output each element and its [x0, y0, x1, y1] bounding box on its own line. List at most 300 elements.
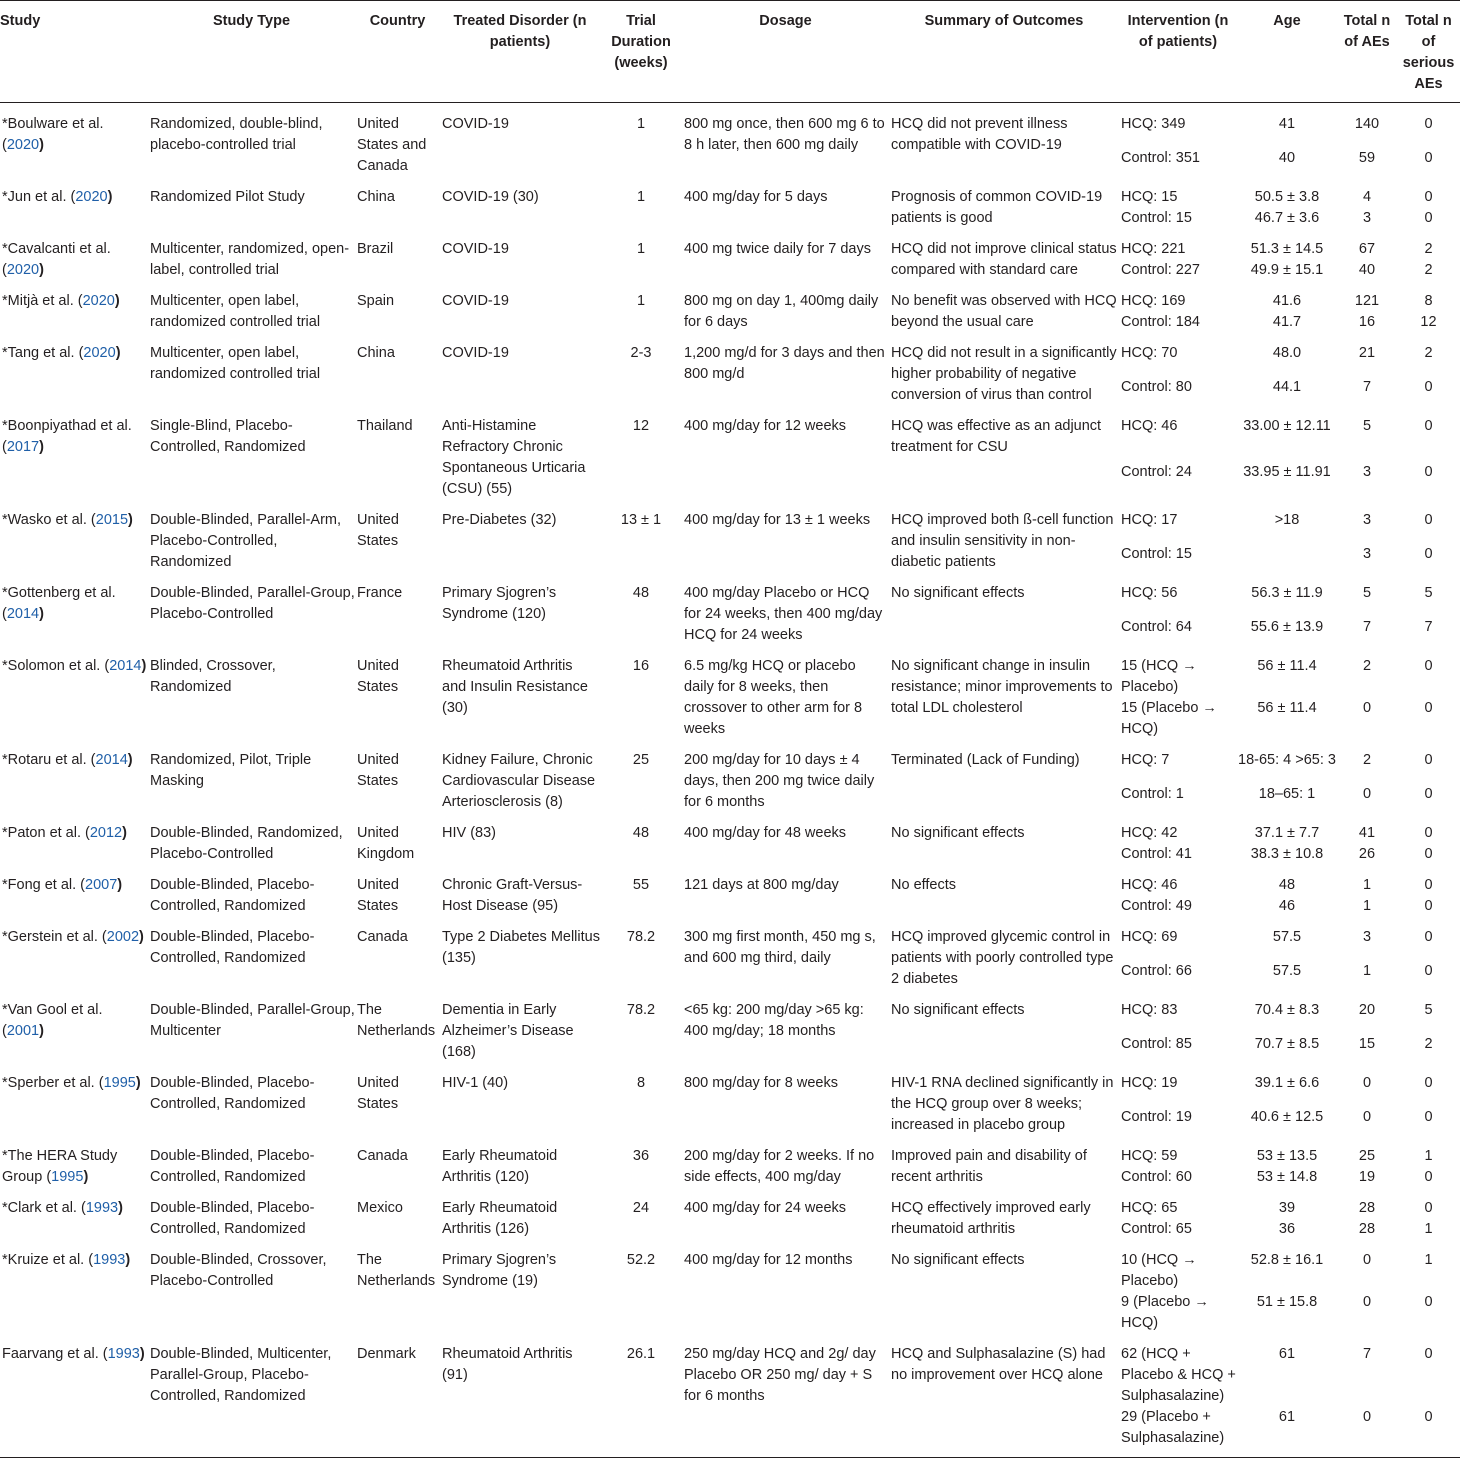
study-year-link[interactable]: 2020: [82, 293, 115, 309]
total-serious-aes-cell: 0: [1424, 210, 1433, 226]
country-cell: United States: [357, 512, 399, 549]
duration-cell: 2-3: [630, 345, 652, 361]
table-body: [0, 103, 1460, 1458]
intervention-cell: Control: 24: [1121, 464, 1192, 481]
study-type-cell: Randomized Pilot Study: [150, 189, 305, 205]
study-year-link[interactable]: 2020: [83, 345, 116, 361]
intervention-cell: 15 (HCQ → Placebo): [1121, 658, 1197, 695]
total-aes-cell: 21: [1358, 345, 1376, 361]
total-serious-aes-cell: 0: [1424, 418, 1433, 434]
dosage-cell: 300 mg first month, 450 mg s, and 600 mg third, daily: [684, 929, 876, 966]
study-type-cell: Double-Blinded, Parallel-Group, Placebo-Controlled: [150, 585, 355, 622]
study-author: Faarvang et al. (: [2, 1346, 108, 1362]
disorder-cell: COVID-19: [442, 241, 509, 257]
intervention-cell: HCQ: 70: [1121, 345, 1178, 361]
total-aes-cell: 0: [1362, 1252, 1372, 1268]
intervention-cell: Control: 15: [1121, 545, 1192, 562]
intervention-cell: HCQ: 59: [1121, 1148, 1178, 1164]
total-serious-aes-cell: 0: [1424, 962, 1433, 979]
total-serious-aes-cell: 2: [1424, 241, 1433, 257]
study-close-paren: ): [118, 1200, 123, 1216]
duration-cell: 13 ± 1: [620, 512, 662, 528]
intervention-cell: Control: 66: [1121, 962, 1192, 979]
intervention-cell: Control: 1: [1121, 785, 1184, 802]
study-cell: [0, 1136, 148, 1188]
age-cell: 56 ± 11.4: [1257, 658, 1317, 674]
total-serious-aes-cell: 0: [1424, 464, 1433, 481]
age-cell: 61: [1278, 1409, 1296, 1425]
dosage-cell: 1,200 mg/d for 3 days and then 800 mg/d: [684, 345, 885, 382]
dosage-cell: 200 mg/day for 2 weeks. If no side effects, 400 mg/day: [684, 1148, 875, 1185]
intervention-cell: HCQ: 65: [1121, 1200, 1178, 1216]
duration-cell: 24: [632, 1200, 650, 1216]
country-cell: France: [357, 585, 403, 601]
study-year-link[interactable]: 2014: [95, 752, 128, 768]
study-type-cell: Double-Blinded, Placebo-Controlled, Randomized: [150, 929, 315, 966]
age-cell: 37.1 ± 7.7: [1254, 825, 1320, 841]
age-cell: 33.00 ± 12.11: [1243, 418, 1331, 434]
dosage-cell: 400 mg/day for 48 weeks: [684, 825, 847, 841]
dosage-cell: 800 mg on day 1, 400mg daily for 6 days: [684, 293, 879, 330]
age-cell: 56 ± 11.4: [1257, 700, 1317, 716]
study-year-link[interactable]: 2001: [6, 1023, 40, 1039]
total-aes-cell: 0: [1362, 1409, 1372, 1425]
total-aes-cell: 0: [1362, 1108, 1372, 1125]
table-row: [0, 229, 1460, 260]
country-cell: Mexico: [357, 1200, 403, 1216]
age-cell: 56.3 ± 11.9: [1251, 585, 1323, 601]
intervention-cell: 15 (Placebo → HCQ): [1121, 700, 1217, 737]
study-close-paren: ): [39, 606, 44, 622]
total-serious-aes-cell: 0: [1424, 116, 1433, 132]
age-cell: 41.6: [1272, 293, 1302, 309]
dosage-cell: 400 mg/day for 5 days: [684, 189, 828, 205]
study-cell: [0, 917, 148, 990]
study-close-paren: ): [114, 293, 120, 309]
duration-cell: 25: [632, 752, 650, 768]
total-serious-aes-cell: 0: [1424, 1169, 1433, 1185]
disorder-cell: Type 2 Diabetes Mellitus (135): [442, 929, 600, 966]
total-aes-cell: 2: [1362, 752, 1372, 768]
duration-cell: 8: [636, 1075, 646, 1091]
intervention-cell: Control: 64: [1121, 618, 1192, 635]
dosage-cell: <65 kg: 200 mg/day >65 kg: 400 mg/day; 18 months: [684, 1002, 864, 1039]
study-author: *Fong et al. (: [2, 877, 86, 893]
age-cell: 38.3 ± 10.8: [1250, 846, 1324, 862]
dosage-cell: 6.5 mg/kg HCQ or placebo daily for 8 weeks, then crossover to other arm for 8 weeks: [684, 658, 863, 737]
duration-cell: 55: [632, 877, 650, 893]
study-year-link[interactable]: 2002: [106, 929, 140, 945]
age-cell: 36: [1278, 1221, 1296, 1237]
study-author: *The HERA Study Group (: [2, 1148, 118, 1185]
total-serious-aes-cell: 12: [1420, 314, 1437, 330]
total-serious-aes-cell: 1: [1424, 1148, 1433, 1164]
study-cell: [0, 865, 148, 917]
study-type-cell: Double-Blinded, Placebo-Controlled, Randomized: [150, 1075, 315, 1112]
summary-cell: HCQ improved both ß-cell function and insulin sensitivity in non-diabetic patients: [891, 512, 1114, 570]
country-cell: Canada: [357, 1148, 408, 1164]
total-aes-cell: 3: [1362, 545, 1372, 562]
summary-cell: HCQ and Sulphasalazine (S) had no improvement over HCQ alone: [891, 1346, 1106, 1383]
table-row: [0, 1063, 1460, 1107]
study-type-cell: Randomized, double-blind, placebo-controlled trial: [150, 116, 323, 153]
study-author: *Sperber et al. (: [2, 1075, 104, 1091]
study-author: *Tang et al. (: [2, 345, 84, 361]
summary-cell: Prognosis of common COVID-19 patients is good: [891, 189, 1103, 226]
intervention-cell: Control: 80: [1121, 378, 1192, 395]
total-aes-cell: 5: [1362, 585, 1372, 601]
total-serious-aes-cell: 1: [1424, 1252, 1433, 1268]
summary-cell: HCQ did not result in a significantly higher probability of negative conversion of virus than control: [891, 345, 1117, 403]
study-close-paren: ): [128, 512, 133, 528]
intervention-cell: Control: 49: [1121, 898, 1192, 914]
study-author: *Paton et al. (: [2, 825, 90, 841]
study-close-paren: ): [141, 658, 147, 674]
country-cell: United States and Canada: [357, 116, 427, 174]
total-serious-aes-cell: 0: [1424, 1409, 1433, 1425]
study-close-paren: ): [122, 825, 127, 841]
table-row: [0, 1188, 1460, 1219]
intervention-cell: 10 (HCQ → Placebo): [1121, 1252, 1197, 1289]
study-author: *Solomon et al. (: [2, 658, 110, 674]
country-cell: China: [357, 189, 395, 205]
dosage-cell: 400 mg twice daily for 7 days: [684, 241, 871, 257]
disorder-cell: Dementia in Early Alzheimer’s Disease (168): [442, 1002, 574, 1060]
duration-cell: 16: [632, 658, 650, 674]
total-aes-cell: 0: [1362, 700, 1372, 716]
total-aes-cell: 41: [1358, 825, 1376, 841]
intervention-cell: HCQ: 56: [1121, 585, 1178, 601]
age-cell: 57.5: [1272, 962, 1302, 979]
dosage-cell: 121 days at 800 mg/day: [684, 877, 839, 893]
total-serious-aes-cell: 1: [1424, 1221, 1433, 1237]
table-row: [0, 177, 1460, 208]
disorder-cell: COVID-19: [442, 293, 509, 309]
study-year-link[interactable]: 2007: [85, 877, 118, 893]
intervention-cell: HCQ: 42: [1121, 825, 1178, 841]
study-year-link[interactable]: 2015: [95, 512, 129, 528]
total-aes-cell: 16: [1358, 314, 1376, 330]
study-year-link[interactable]: 1995: [51, 1169, 84, 1185]
disorder-cell: COVID-19 (30): [442, 189, 539, 205]
total-serious-aes-cell: 8: [1424, 293, 1433, 309]
study-year-link[interactable]: 2020: [75, 189, 108, 205]
age-cell: 41: [1278, 116, 1296, 132]
study-year-link[interactable]: 2014: [6, 606, 40, 622]
dosage-cell: 200 mg/day for 10 days ± 4 days, then 200 mg twice daily for 6 months: [684, 752, 875, 810]
total-serious-aes-cell: 0: [1424, 545, 1433, 562]
total-aes-cell: 15: [1358, 1035, 1376, 1052]
study-year-link[interactable]: 2020: [6, 137, 40, 153]
total-aes-cell: 28: [1358, 1200, 1376, 1216]
country-cell: United States: [357, 877, 399, 914]
total-serious-aes-cell: 0: [1424, 1075, 1433, 1091]
study-cell: [0, 813, 148, 865]
summary-cell: No effects: [891, 877, 957, 893]
country-cell: United Kingdom: [357, 825, 415, 862]
country-cell: Brazil: [357, 241, 394, 257]
disorder-cell: Rheumatoid Arthritis (91): [442, 1346, 573, 1383]
table-row: [0, 103, 1460, 148]
summary-cell: No benefit was observed with HCQ beyond the usual care: [891, 293, 1117, 330]
study-cell: [0, 333, 148, 406]
intervention-cell: HCQ: 15: [1121, 189, 1178, 205]
study-type-cell: Single-Blind, Placebo-Controlled, Randomized: [150, 418, 306, 455]
age-cell: 53 ± 14.8: [1256, 1169, 1318, 1185]
total-serious-aes-cell: 0: [1424, 877, 1433, 893]
study-cell: [0, 103, 148, 178]
study-author: *Gerstein et al. (: [2, 929, 107, 945]
header-study-type: Study Type: [212, 13, 291, 29]
study-author: *Boonpiyathad et al. (: [2, 418, 132, 455]
age-cell: 39.1 ± 6.6: [1254, 1075, 1320, 1091]
country-cell: United States: [357, 658, 399, 695]
study-cell: [0, 646, 148, 740]
study-year-link[interactable]: 2014: [109, 658, 142, 674]
study-author: *Wasko et al. (: [2, 512, 96, 528]
total-serious-aes-cell: 0: [1424, 846, 1433, 862]
intervention-cell: Control: 184: [1121, 314, 1200, 330]
duration-cell: 52.2: [626, 1252, 656, 1268]
dosage-cell: 400 mg/day for 12 weeks: [684, 418, 847, 434]
study-type-cell: Double-Blinded, Placebo-Controlled, Randomized: [150, 1200, 315, 1237]
age-cell: 52.8 ± 16.1: [1250, 1252, 1324, 1268]
duration-cell: 78.2: [626, 1002, 656, 1018]
total-aes-cell: 2: [1362, 658, 1372, 674]
country-cell: China: [357, 345, 395, 361]
study-year-link[interactable]: 2020: [6, 262, 40, 278]
age-cell: 40.6 ± 12.5: [1250, 1108, 1324, 1125]
disorder-cell: HIV-1 (40): [442, 1075, 509, 1091]
summary-cell: No significant effects: [891, 825, 1025, 841]
total-aes-cell: 59: [1358, 149, 1376, 166]
total-serious-aes-cell: 0: [1424, 752, 1433, 768]
summary-cell: HCQ did not improve clinical status compared with standard care: [891, 241, 1117, 278]
disorder-cell: Early Rheumatoid Arthritis (126): [442, 1200, 558, 1237]
age-cell: 33.95 ± 11.91: [1243, 464, 1331, 481]
header-total-serious-aes: Total n of serious AEs: [1402, 13, 1455, 92]
study-type-cell: Double-Blinded, Randomized, Placebo-Controlled: [150, 825, 343, 862]
total-aes-cell: 1: [1362, 898, 1372, 914]
intervention-cell: Control: 227: [1121, 262, 1200, 278]
study-year-link[interactable]: 2017: [6, 439, 40, 455]
table-row: [0, 406, 1460, 462]
study-cell: [0, 740, 148, 813]
intervention-cell: HCQ: 46: [1121, 877, 1178, 893]
dosage-cell: 400 mg/day for 13 ± 1 weeks: [684, 512, 871, 528]
table-row: [0, 865, 1460, 896]
total-aes-cell: 0: [1362, 1294, 1372, 1310]
duration-cell: 36: [632, 1148, 650, 1164]
age-cell: 46.7 ± 3.6: [1254, 210, 1320, 226]
country-cell: United States: [357, 752, 399, 789]
total-serious-aes-cell: 0: [1424, 898, 1433, 914]
total-serious-aes-cell: 0: [1424, 700, 1433, 716]
total-serious-aes-cell: 0: [1424, 512, 1433, 528]
duration-cell: 48: [632, 585, 650, 601]
table-row: [0, 1136, 1460, 1167]
total-serious-aes-cell: 2: [1424, 1035, 1433, 1052]
age-cell: 18–65: 1: [1258, 785, 1316, 802]
country-cell: United States: [357, 1075, 399, 1112]
study-year-link[interactable]: 1993: [93, 1252, 126, 1268]
total-aes-cell: 25: [1358, 1148, 1376, 1164]
total-aes-cell: 67: [1358, 241, 1376, 257]
disorder-cell: Primary Sjogren’s Syndrome (19): [442, 1252, 557, 1289]
country-cell: Spain: [357, 293, 395, 309]
intervention-cell: 9 (Placebo → HCQ): [1121, 1294, 1209, 1331]
table-row: [0, 573, 1460, 617]
summary-cell: No significant effects: [891, 585, 1025, 601]
study-year-link[interactable]: 1993: [107, 1346, 140, 1362]
disorder-cell: Kidney Failure, Chronic Cardiovascular Disease Arteriosclerosis (8): [442, 752, 596, 810]
total-serious-aes-cell: 0: [1424, 929, 1433, 945]
age-cell: 70.4 ± 8.3: [1254, 1002, 1320, 1018]
total-aes-cell: 121: [1354, 293, 1380, 309]
study-author: *Rotaru et al. (: [2, 752, 96, 768]
disorder-cell: Chronic Graft-Versus-Host Disease (95): [442, 877, 583, 914]
intervention-cell: HCQ: 46: [1121, 418, 1178, 434]
total-serious-aes-cell: 0: [1424, 149, 1433, 166]
intervention-cell: HCQ: 19: [1121, 1075, 1178, 1091]
duration-cell: 48: [632, 825, 650, 841]
study-year-link[interactable]: 1993: [85, 1200, 119, 1216]
header-study: Study: [0, 13, 41, 29]
study-author: *Kruize et al. (: [2, 1252, 94, 1268]
header-summary: Summary of Outcomes: [924, 13, 1084, 29]
disorder-cell: COVID-19: [442, 345, 509, 361]
study-cell: [0, 229, 148, 281]
intervention-cell: HCQ: 69: [1121, 929, 1178, 945]
disorder-cell: Rheumatoid Arthritis and Insulin Resistance (30): [442, 658, 588, 716]
total-aes-cell: 3: [1362, 464, 1372, 481]
study-close-paren: ): [135, 1075, 141, 1091]
study-cell: [0, 1188, 148, 1240]
total-aes-cell: 7: [1362, 618, 1372, 635]
duration-cell: 1: [636, 189, 646, 205]
study-year-link[interactable]: 1995: [103, 1075, 136, 1091]
summary-cell: HCQ effectively improved early rheumatoid arthritis: [891, 1200, 1091, 1237]
age-cell: [1237, 544, 1337, 573]
total-serious-aes-cell: 2: [1424, 345, 1433, 361]
age-cell: 48.0: [1272, 345, 1302, 361]
study-type-cell: Double-Blinded, Crossover, Placebo-Controlled: [150, 1252, 327, 1289]
intervention-cell: Control: 41: [1121, 846, 1192, 862]
duration-cell: 12: [632, 418, 650, 434]
header-trial-duration: Trial Duration (weeks): [611, 13, 671, 71]
table-row: [0, 917, 1460, 961]
age-cell: 70.7 ± 8.5: [1254, 1035, 1320, 1052]
total-serious-aes-cell: 0: [1424, 378, 1433, 395]
disorder-cell: Anti-Histamine Refractory Chronic Spontaneous Urticaria (CSU) (55): [442, 418, 586, 497]
intervention-cell: HCQ: 221: [1121, 241, 1186, 257]
study-type-cell: Double-Blinded, Placebo-Controlled, Randomized: [150, 877, 315, 914]
disorder-cell: Primary Sjogren’s Syndrome (120): [442, 585, 557, 622]
study-year-link[interactable]: 2012: [89, 825, 123, 841]
study-close-paren: ): [39, 262, 44, 278]
age-cell: 51 ± 15.8: [1256, 1294, 1318, 1310]
study-cell: [0, 406, 148, 500]
summary-cell: No significant change in insulin resistance; minor improvements to total LDL cholesterol: [891, 658, 1113, 716]
total-aes-cell: 3: [1362, 512, 1372, 528]
total-aes-cell: 3: [1362, 210, 1372, 226]
study-cell: [0, 1334, 148, 1458]
age-cell: 55.6 ± 13.9: [1250, 618, 1324, 635]
total-aes-cell: 20: [1358, 1002, 1376, 1018]
study-type-cell: Multicenter, randomized, open-label, controlled trial: [150, 241, 350, 278]
study-author: *Mitjà et al. (: [2, 293, 83, 309]
total-aes-cell: 40: [1358, 262, 1376, 278]
table-row: [0, 500, 1460, 544]
summary-cell: HCQ did not prevent illness compatible with COVID-19: [891, 116, 1068, 153]
study-cell: [0, 1240, 148, 1334]
study-type-cell: Double-Blinded, Placebo-Controlled, Randomized: [150, 1148, 315, 1185]
duration-cell: 78.2: [626, 929, 656, 945]
dosage-cell: 800 mg/day for 8 weeks: [684, 1075, 838, 1091]
header-row: [0, 1, 1460, 103]
study-type-cell: Multicenter, open label, randomized controlled trial: [150, 293, 321, 330]
study-type-cell: Multicenter, open label, randomized controlled trial: [150, 345, 321, 382]
summary-cell: HCQ improved glycemic control in patients with poorly controlled type 2 diabetes: [891, 929, 1114, 987]
study-type-cell: Randomized, Pilot, Triple Masking: [150, 752, 312, 789]
duration-cell: 1: [636, 241, 646, 257]
intervention-cell: HCQ: 83: [1121, 1002, 1178, 1018]
total-aes-cell: 5: [1362, 418, 1372, 434]
age-cell: 44.1: [1272, 378, 1302, 395]
age-cell: 40: [1278, 149, 1296, 166]
summary-cell: No significant effects: [891, 1002, 1025, 1018]
disorder-cell: Pre-Diabetes (32): [442, 512, 557, 528]
intervention-cell: HCQ: 169: [1121, 293, 1186, 309]
age-cell: 53 ± 13.5: [1256, 1148, 1318, 1164]
header-total-aes: Total n of AEs: [1343, 13, 1391, 50]
table-row: [0, 333, 1460, 377]
study-cell: [0, 500, 148, 573]
intervention-cell: Control: 85: [1121, 1035, 1192, 1052]
total-serious-aes-cell: 0: [1424, 785, 1433, 802]
study-author: *Clark et al. (: [2, 1200, 86, 1216]
age-cell: 46: [1278, 898, 1296, 914]
total-aes-cell: 1: [1362, 877, 1372, 893]
intervention-cell: Control: 19: [1121, 1108, 1192, 1125]
dosage-cell: 400 mg/day for 12 months: [684, 1252, 853, 1268]
age-cell: 41.7: [1272, 314, 1302, 330]
summary-cell: Terminated (Lack of Funding): [891, 752, 1080, 768]
total-serious-aes-cell: 5: [1424, 585, 1433, 601]
study-close-paren: ): [115, 345, 121, 361]
study-author: *Van Gool et al. (: [2, 1002, 103, 1039]
table-row: [0, 281, 1460, 312]
total-serious-aes-cell: 0: [1424, 825, 1433, 841]
intervention-cell: Control: 65: [1121, 1221, 1192, 1237]
total-serious-aes-cell: 0: [1424, 658, 1433, 674]
study-close-paren: ): [139, 1346, 145, 1362]
age-cell: 61: [1278, 1346, 1296, 1362]
study-author: *Jun et al. (: [2, 189, 76, 205]
study-cell: [0, 1063, 148, 1136]
country-cell: The Netherlands: [357, 1252, 436, 1289]
intervention-cell: HCQ: 7: [1121, 752, 1170, 768]
header-country: Country: [369, 13, 426, 29]
age-cell: 51.3 ± 14.5: [1250, 241, 1324, 257]
total-aes-cell: 3: [1362, 929, 1372, 945]
total-serious-aes-cell: 0: [1424, 189, 1433, 205]
total-aes-cell: 0: [1362, 785, 1372, 802]
total-aes-cell: 4: [1362, 189, 1372, 205]
dosage-cell: 800 mg once, then 600 mg 6 to 8 h later, then 600 mg daily: [684, 116, 885, 153]
total-aes-cell: 140: [1354, 116, 1380, 132]
dosage-cell: 400 mg/day Placebo or HCQ for 24 weeks, then 400 mg/day HCQ for 24 weeks: [684, 585, 883, 643]
